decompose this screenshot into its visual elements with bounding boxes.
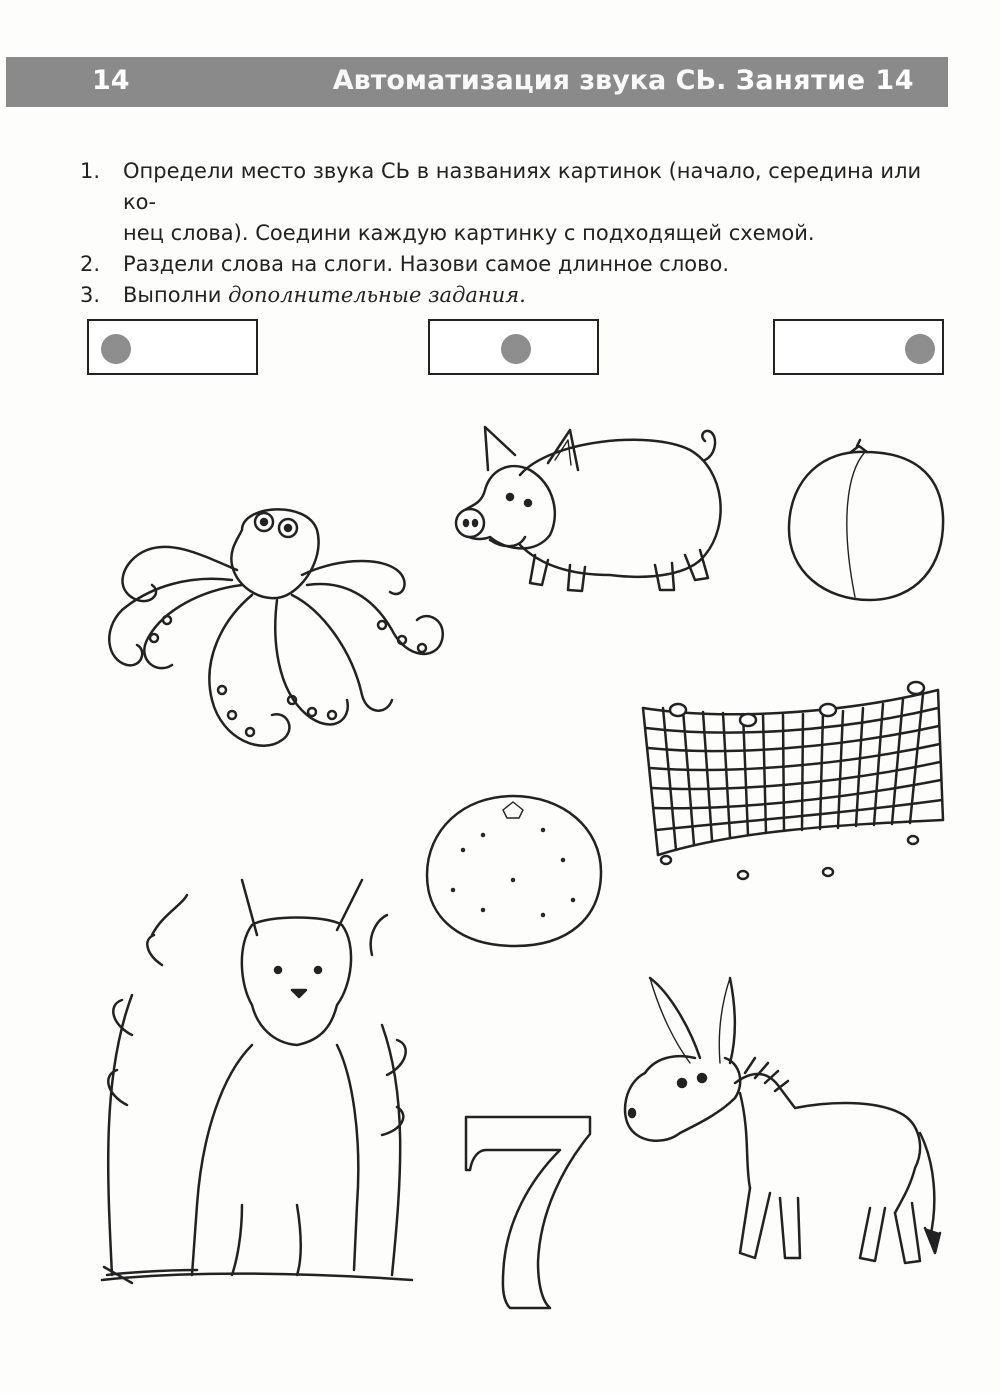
- lesson-title: [333, 65, 914, 96]
- task-text: [123, 280, 960, 311]
- sound-dot: [101, 334, 131, 364]
- digit-seven-icon: [458, 1112, 593, 1312]
- page-number: 14: [92, 65, 130, 96]
- digit-seven-picture[interactable]: [458, 1112, 593, 1312]
- net-picture[interactable]: [638, 680, 948, 880]
- task-text-line: нец слова). Соедини каждую картинку с подходящей схемой.: [123, 221, 815, 245]
- donkey-icon: [620, 973, 945, 1281]
- lesson-title-bold: Занятие 14: [735, 65, 914, 96]
- octopus-icon: [92, 500, 462, 775]
- orange-icon: [423, 790, 605, 950]
- header-bar: [6, 57, 948, 107]
- task-text: Раздели слова на слоги. Назови самое длинное слово.: [123, 252, 730, 276]
- lynx-picture[interactable]: [92, 875, 417, 1290]
- task-text-plain: Выполни: [123, 283, 222, 307]
- task-text-line: Определи место звука СЬ в названиях картинок (начало, середина или ко-: [123, 159, 922, 214]
- pig-icon: [450, 415, 740, 595]
- lynx-icon: [92, 875, 417, 1290]
- sound-dot: [501, 334, 531, 364]
- task-number: 2.: [80, 252, 101, 276]
- lesson-title-regular: Автоматизация звука СЬ.: [332, 65, 727, 96]
- task-text-italic: дополнительные задания.: [228, 283, 526, 307]
- task-list: [80, 156, 960, 311]
- task-3: [80, 280, 960, 311]
- sound-dot: [905, 334, 935, 364]
- task-1: [80, 156, 960, 249]
- peach-icon: [785, 432, 947, 604]
- orange-picture[interactable]: [423, 790, 605, 950]
- net-icon: [638, 680, 948, 880]
- task-number: 1.: [80, 159, 101, 183]
- octopus-picture[interactable]: [92, 500, 462, 775]
- task-number: 3.: [80, 283, 101, 307]
- task-2: [80, 249, 960, 280]
- donkey-picture[interactable]: [620, 973, 945, 1281]
- pig-picture[interactable]: [450, 415, 740, 595]
- scheme-start[interactable]: [87, 319, 258, 375]
- peach-picture[interactable]: [785, 432, 947, 604]
- scheme-end[interactable]: [773, 319, 944, 375]
- scheme-middle[interactable]: [428, 319, 599, 375]
